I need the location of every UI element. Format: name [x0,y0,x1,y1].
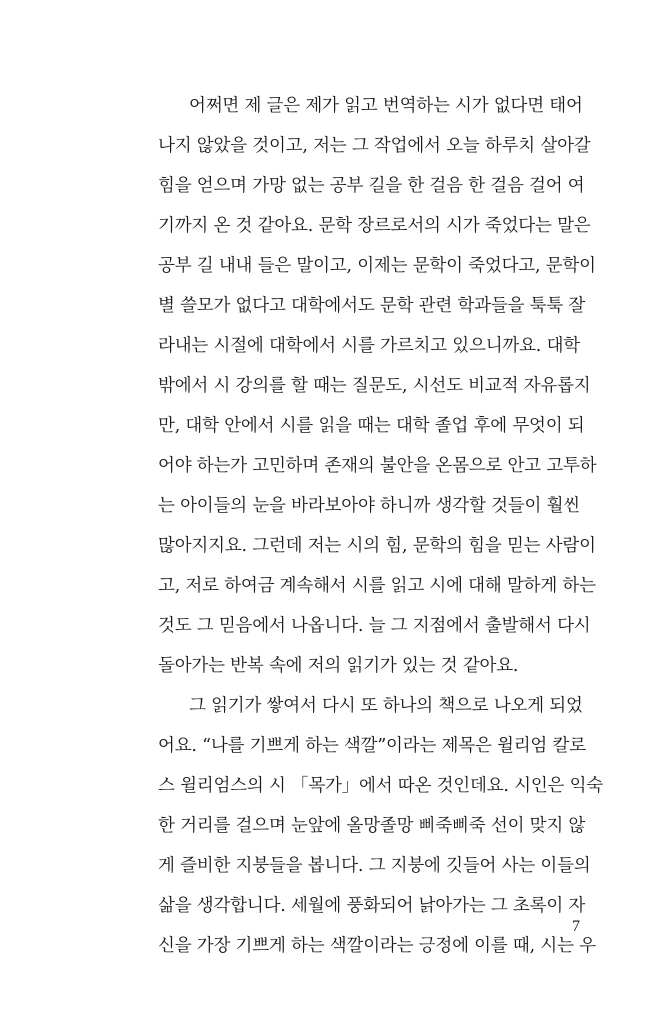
text-line: 공부 길 내내 들은 말이고, 이제는 문학이 죽었다고, 문학이 [158,256,596,276]
text-line: 어요. “나를 기쁘게 하는 색깔”이라는 제목은 윌리엄 칼로 [158,736,586,756]
page-number: 7 [572,918,580,935]
text-line: 많아지지요. 그런데 저는 시의 힘, 문학의 힘을 믿는 사람이 [158,536,596,556]
text-line: 것도 그 믿음에서 나옵니다. 늘 그 지점에서 출발해서 다시 [158,616,591,636]
body-text [158,86,604,966]
text-line: 돌아가는 반복 속에 저의 읽기가 있는 것 같아요. [158,656,519,676]
text-line: 삶을 생각합니다. 세월에 풍화되어 낡아가는 그 초록이 자 [158,896,586,916]
text-line: 기까지 온 것 같아요. 문학 장르로서의 시가 죽었다는 말은 [158,216,591,236]
text-line: 나지 않았을 것이고, 저는 그 작업에서 오늘 하루치 살아갈 [158,136,591,156]
text-line: 만, 대학 안에서 시를 읽을 때는 대학 졸업 후에 무엇이 되 [158,416,585,436]
text-line: 게 즐비한 지붕들을 봅니다. 그 지붕에 깃들어 사는 이들의 [158,856,591,876]
text-line: 고, 저로 하여금 계속해서 시를 읽고 시에 대해 말하게 하는 [158,576,596,596]
text-line: 힘을 얻으며 가망 없는 공부 길을 한 걸음 한 걸음 걸어 여 [158,176,585,196]
text-line: 는 아이들의 눈을 바라보아야 하니까 생각할 것들이 훨씬 [158,496,580,516]
text-line: 스 윌리엄스의 시 「목가」에서 따온 것인데요. 시인은 익숙 [158,776,604,796]
text-line: 신을 가장 기쁘게 하는 색깔이라는 긍정에 이를 때, 시는 우 [158,936,596,956]
paragraph-1 [158,86,597,686]
text-line: 어쩌면 제 글은 제가 읽고 번역하는 시가 없다면 태어 [189,96,583,116]
text-line: 어야 하는가 고민하며 존재의 불안을 온몸으로 안고 고투하 [158,456,597,476]
paragraph-2 [158,686,604,966]
text-line: 밖에서 시 강의를 할 때는 질문도, 시선도 비교적 자유롭지 [158,376,591,396]
text-line: 라내는 시절에 대학에서 시를 가르치고 있으니까요. 대학 [158,336,580,356]
text-line: 별 쓸모가 없다고 대학에서도 문학 관련 학과들을 툭툭 잘 [158,296,586,316]
text-line: 그 읽기가 쌓여서 다시 또 하나의 책으로 나오게 되었 [189,696,583,716]
text-line: 한 거리를 걸으며 눈앞에 올망졸망 삐죽삐죽 선이 맞지 않 [158,816,586,836]
